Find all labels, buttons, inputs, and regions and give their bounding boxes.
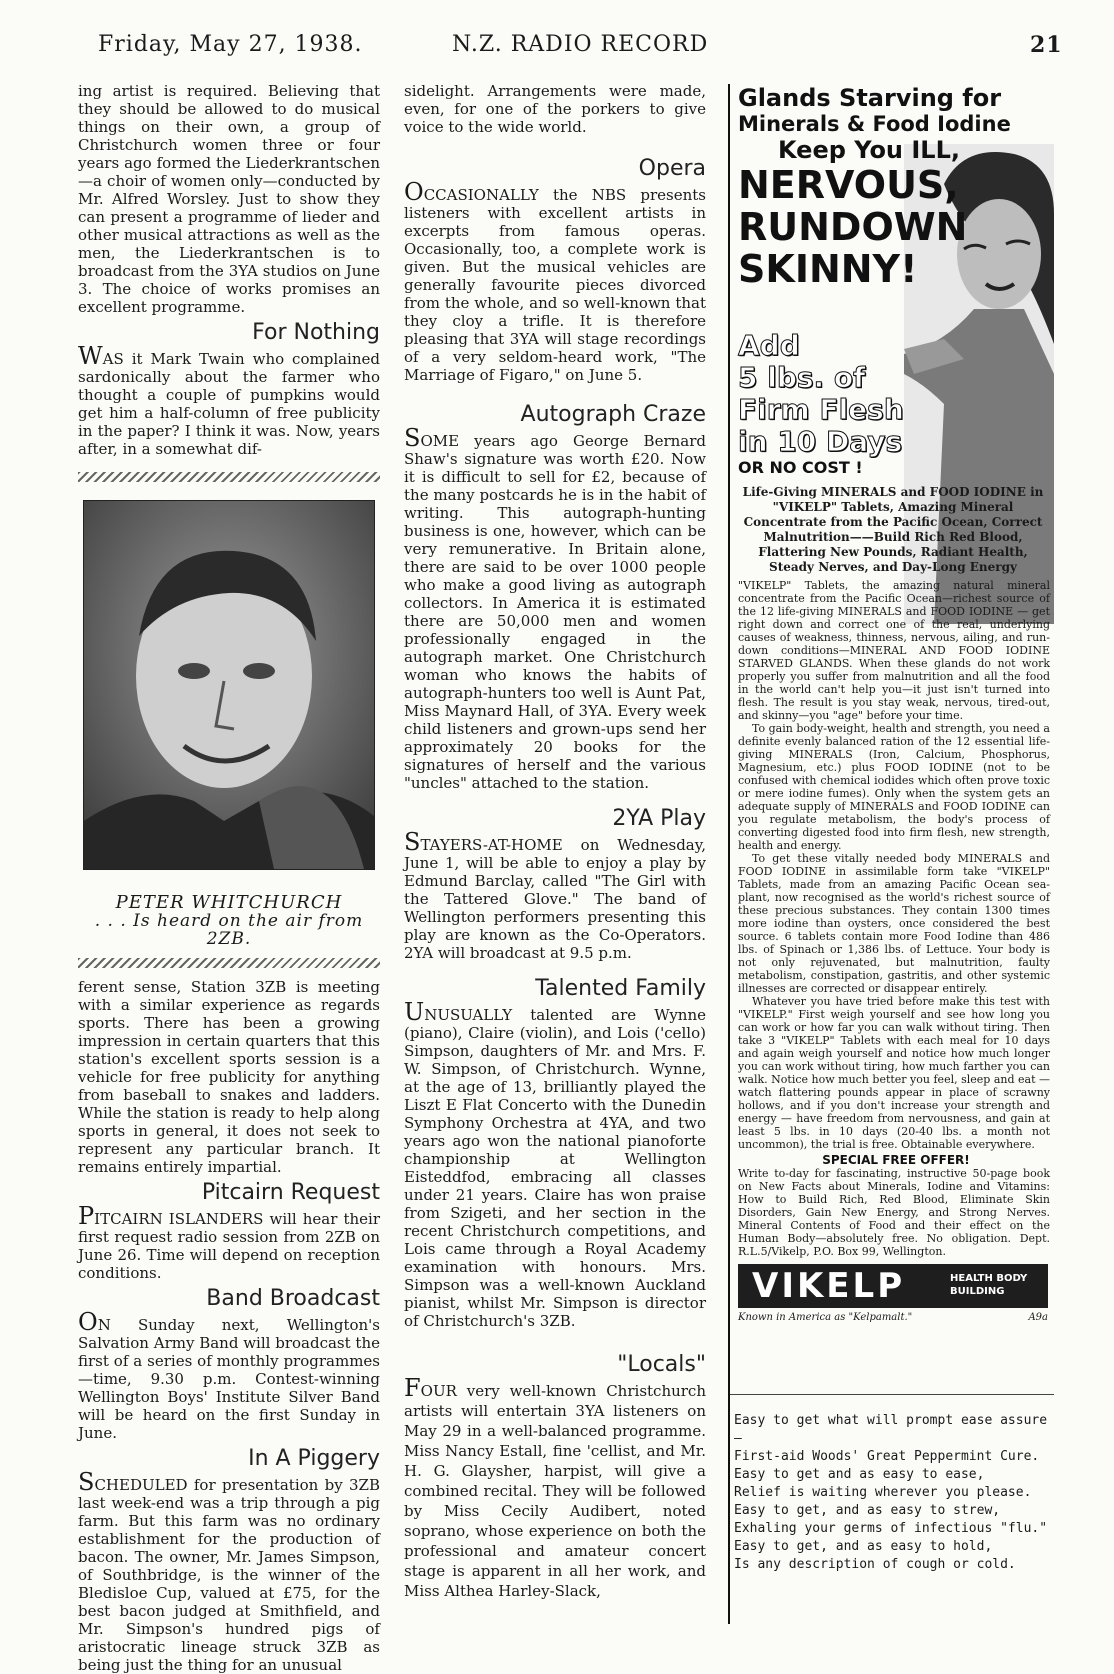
drop-cap: O — [78, 1308, 98, 1336]
ad-offer-line: Firm Flesh — [738, 393, 904, 426]
pitcairn-article: PITCAIRN ISLANDERS will hear their first request radio session from 2ZB on June 26. Time will depend on reception conditions. — [78, 1202, 380, 1282]
ad-body: "VIKELP" Tablets, the amazing natural mineral concentrate from the Pacific Ocean—richest source of the 12 life-giving MINERALS and FOOD IODINE — get right down and correct one of the real, underlying causes of weakness, thinness, nervous, ailing, and run-down conditions—MINERAL AND FOOD IODINE STARVED GLANDS. When these glands do not work properly you suffer from malnutrition and all the food in the world can't help you—it just isn't turned into flesh. The result is you stay weak, nervous, tired-out, and skinny—you "age" before your time. To gain body-weight, health and strength, you need a definite evenly balanced ration of the 12 essential life-giving MINERALS (Iron, Calcium, Phosphorus, Magnesium, etc.) plus FOOD IODINE (not to be confused with chemical iodides which often prove toxic or mere iodine fumes). Only when the system gets an adequate supply of MINERALS and FOOD IODINE can you regulate metabolism, the body's process of converting digested food into firm flesh, new strength, health and energy. To get these vitally needed body MINERALS and FOOD IODINE in assimilable form take "VIKELP" Tablets, made from an amazing Pacific Ocean sea-plant, now recognised as the world's richest source of these precious substances. They contain 1300 times more iodine than oysters, once considered the best source. 6 tablets contain more Food Iodine than 486 lbs. of Spinach or 1,386 lbs. of Lettuce. Your body is not only rejuvenated, but malnutrition, faulty metabolism, constipation, gastritis, and other systemic illnesses are corrected or disappear entirely. Whatever you have tried before make this test with "VIKELP." First weigh yourself and see how long you can work or how far you can walk without tiring. Then take 3 "VIKELP" Tablets with each meal for 10 days and again weigh yourself and notice how much longer you can work without tiring, how much farther you can walk. Notice how much better you feel, sleep and eat — watch flattering pounds appear in place of scrawny hollows, and if you don't increase your strength and energy — have freedom from nervousness, and gain at least 5 lbs. in 10 days (20-40 lbs. a month not uncommon), the trial is free. Obtainable everywhere. — [738, 579, 1050, 1151]
vikelp-advertisement — [728, 84, 1054, 1624]
play-article: STAYERS-AT-HOME on Wednesday, June 1, will be able to enjoy a play by Edmund Barclay, called "The Girl with the Tattered Glove." The band of Wellington performers presenting this play are known as the Co-Operators. 2YA will broadcast at 9.5 p.m. — [404, 828, 706, 962]
heading-pitcairn: Pitcairn Request — [201, 1180, 380, 1205]
ad-headline: RUNDOWN — [738, 205, 968, 249]
drop-cap: U — [404, 998, 425, 1026]
wavy-divider — [78, 958, 380, 968]
heading-autograph: Autograph Craze — [520, 402, 706, 427]
ad-offer-text: Write to-day for fascinating, instructive 50-page book on New Facts about Minerals, Iodine and Vitamins: How to Build Rich, Red Blood, Eliminate Skin Disorders, Gain New Energy, and Strong Nerves. Mineral Contents of Food and their effect on the Human Body—absolutely free. No obligation. Dept. R.L.5/Vikelp, P.O. Box 99, Wellington. — [738, 1167, 1050, 1258]
publication-title: N.Z. RADIO RECORD — [452, 32, 709, 57]
page-number: 21 — [1030, 32, 1063, 58]
verse-line: Relief is waiting wherever you please. — [734, 1485, 1032, 1500]
ad-lead: Life-Giving MINERALS and FOOD IODINE in "VIKELP" Tablets, Amazing Mineral Concentrate from the Pacific Ocean, Correct Malnutrition——Build Rich Red Blood, Flattering New Pounds, Radiant Health, Steady Nerves, and Day-Long Energy — [742, 485, 1044, 574]
ad-headline: NERVOUS, — [738, 163, 959, 207]
ad-guarantee: OR NO COST ! — [738, 458, 863, 477]
ad-offer-line: Add — [738, 329, 800, 362]
portrait-photo — [83, 500, 375, 870]
page-date: Friday, May 27, 1938. — [98, 32, 363, 57]
heading-opera: Opera — [638, 156, 706, 181]
piggery-article: SCHEDULED for presentation by 3ZB last week-end was a trip through a pig farm. But this farm was no ordinary establishment for the production of bacon. The owner, Mr. James Simpson, of Southbridge, is the winner of the Bledisloe Cup, valued at £75, for the best bacon judged at Smithfield, and Mr. Simpson's hundred pigs of aristocratic lineage struck 3ZB as being just the thing for an unusual — [78, 1468, 380, 1674]
locals-article: FOUR very well-known Christchurch artists will entertain 3YA listeners on May 29 in a well-balanced programme. Miss Nancy Estall, fine 'cellist, and Mr. H. G. Glaysher, harpist, will give a combined recital. They will be followed by Miss Cecily Audibert, noted soprano, whose experience on both the professional and amateur concert stage is apparent in all her work, and Miss Althea Harley-Slack, — [404, 1374, 706, 1600]
ad-footer: Known in America as "Kelpamalt." A9a — [738, 1312, 1048, 1323]
heading-piggery: In A Piggery — [248, 1446, 380, 1471]
heading-2ya-play: 2YA Play — [612, 806, 706, 831]
heading-talented-family: Talented Family — [535, 976, 706, 1001]
verse-line: Exhaling your germs of infectious "flu." — [734, 1521, 1048, 1536]
autograph-article: SOME years ago George Bernard Shaw's signature was worth £20. Now it is difficult to sell for £2, because of the many postcards he is in the habit of writing. This autograph-hunting business is one, however, which can be very remunerative. In Britain alone, there are said to be over 1000 people who make a good living as autograph collectors. In America it is estimated there are 50,000 men and women professionally engaged in the autograph market. One Christchurch woman who knows the habits of autograph-hunters too well is Aunt Pat, Miss Maynard Hall, of 3YA. Every week child listeners and grown-ups send her approximately 20 books for the signatures of herself and the various "uncles" attached to the station. — [404, 424, 706, 792]
ad-title-line: Glands Starving for — [738, 84, 1002, 112]
photo-caption-sub: . . . Is heard on the air from 2ZB. — [94, 911, 364, 949]
drop-cap: F — [404, 1374, 421, 1402]
heading-for-nothing: For Nothing — [252, 320, 380, 345]
verse-line: First-aid Woods' Great Peppermint Cure. — [734, 1449, 1040, 1464]
column-1 — [78, 82, 380, 1674]
ad-offer-line: in 10 Days — [738, 425, 903, 458]
verse-line: Is any description of cough or cold. — [734, 1557, 1016, 1572]
ad-headline: SKINNY! — [738, 247, 918, 291]
heading-locals: "Locals" — [617, 1352, 706, 1377]
opera-article: OCCASIONALLY the NBS presents listeners with excellent artists in excerpts from famous operas. Occasionally, too, a complete work is given. But the musical vehicles are generally favourite pieces divorced from the whole, and so well-known that they cloy a trifle. It is therefore pleasing that 3YA will stage recordings of a very seldom-heard work, "The Marriage of Figaro," on June 5. — [404, 178, 706, 384]
drop-cap: S — [78, 1468, 95, 1496]
vikelp-logo: VIKELP HEALTH BODY BUILDING — [738, 1264, 1048, 1308]
verse-line: Easy to get, and as easy to strew, — [734, 1503, 1001, 1518]
heading-band-broadcast: Band Broadcast — [206, 1286, 380, 1311]
portrait-figure — [84, 501, 374, 869]
verse-line: Easy to get, and as easy to hold, — [734, 1539, 993, 1554]
drop-cap: P — [78, 1202, 95, 1230]
col2-intro: sidelight. Arrangements were made, even, for one of the porkers to give voice to the wide world. — [404, 82, 706, 136]
talented-article: UNUSUALLY talented are Wynne (piano), Claire (violin), and Lois ('cello) Simpson, daughters of Mr. and Mrs. F. W. Simpson, of Christchurch. Wynne, at the age of 13, brilliantly played the Liszt E Flat Concerto with the Dunedin Symphony Orchestra at 4YA, and two years ago won the national pianoforte championship at Wellington Eisteddfod, embracing all classes under 21 years. Claire has won praise from Szigeti, and her section in the recent Christchurch competitions, and Lois came through a Royal Academy examination with honours. Mrs. Simpson was a well-known Auckland pianist, whilst Mr. Simpson is director of Christchurch's 3ZB. — [404, 998, 706, 1330]
drop-cap: S — [404, 828, 421, 856]
verse-line: Easy to get what will prompt ease assure— — [734, 1413, 1048, 1446]
ad-title-line: Minerals & Food Iodine — [738, 112, 1011, 136]
verse-line: Easy to get and as easy to ease, — [734, 1467, 985, 1482]
photo-caption-name: PETER WHITCHURCH — [115, 892, 343, 913]
drop-cap: O — [404, 178, 424, 206]
ad-offer-line: 5 lbs. of — [738, 361, 866, 394]
for-nothing-article: WAS it Mark Twain who complained sardonically about the farmer who thought a couple of pumpkins would get him a half-column of free publicity in the paper? I think it was. Now, years after, in a somewhat dif- — [78, 342, 380, 458]
ad-special-offer: SPECIAL FREE OFFER! — [822, 1153, 970, 1167]
col1-intro: ing artist is required. Believing that they should be allowed to do musical things on their own, a group of Christchurch women three or four years ago formed the Liederkrantschen—a choir of women only—conducted by Mr. Alfred Worsley. Just to show they can present a programme of lieder and other musical attractions as well as the men, the Liederkrantschen is to broadcast from the 3YA studios on June 3. The choice of works promises an excellent programme. — [78, 82, 380, 316]
drop-cap: W — [78, 342, 103, 370]
ad-title-line: Keep You ILL, — [778, 136, 961, 164]
column-2 — [404, 82, 706, 1601]
drop-cap: S — [404, 424, 421, 452]
ad-divider — [730, 1394, 1054, 1395]
band-article: ON Sunday next, Wellington's Salvation Army Band will broadcast the first of a series of monthly programmes —time, 9.30 p.m. Contest-winning Wellington Boys' Institute Silver Band will be heard on the first Sunday in June. — [78, 1308, 380, 1442]
col1-continued: ferent sense, Station 3ZB is meeting with a similar experience as regards sports. There has been a growing impression in certain quarters that this station's excellent sports session is a vehicle for free publicity for anything from baseball to snakes and ladders. While the station is ready to help along sports in general, it does not seek to represent any particular branch. It remains entirely impartial. — [78, 978, 380, 1176]
peppermint-cure-verse — [734, 1412, 1054, 1574]
wavy-divider — [78, 472, 380, 482]
